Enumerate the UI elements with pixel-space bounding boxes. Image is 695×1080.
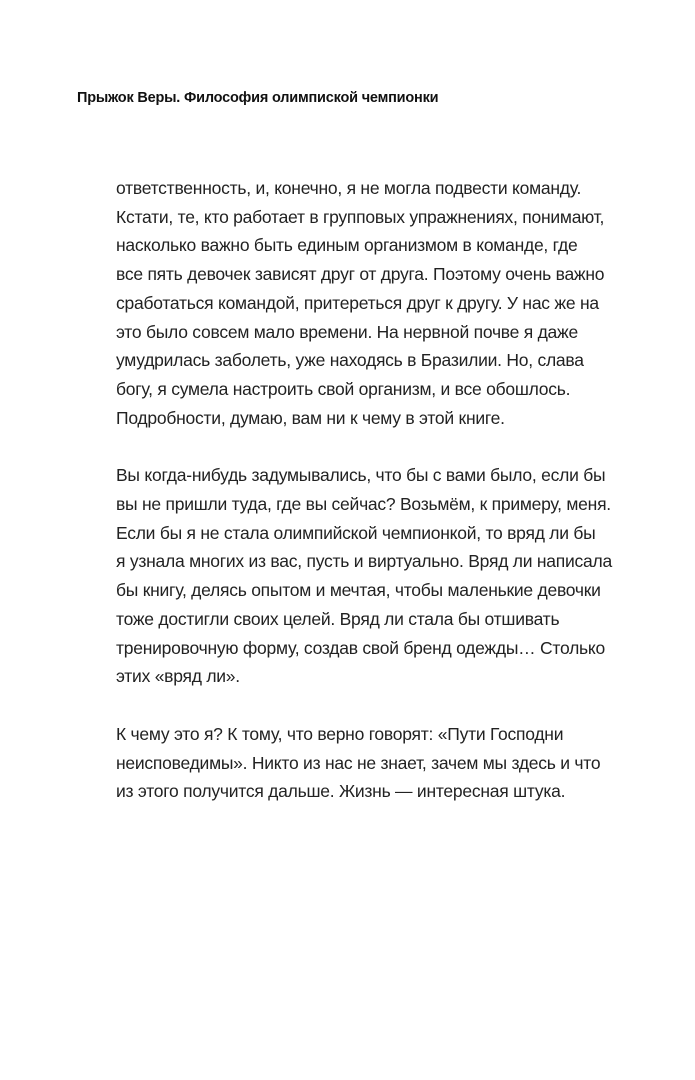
text-line: богу, я сумела настроить свой организм, и все обошлось. — [116, 378, 571, 399]
text-line: К чему это я? К тому, что верно говорят: «Пути Господни — [116, 723, 564, 744]
text-line: это было совсем мало времени. На нервной почве я даже — [116, 321, 578, 342]
text-line: из этого получится дальше. Жизнь — интересная штука. — [116, 781, 566, 802]
text-line: ответственность, и, конечно, я не могла подвести команду. — [116, 178, 582, 198]
text-line: тоже достигли своих целей. Вряд ли стала бы отшивать — [116, 608, 560, 629]
text-line: этих «вряд ли». — [116, 666, 240, 687]
text-line: тренировочную форму, создав свой бренд одежды… Столько — [116, 637, 606, 658]
body-text — [116, 174, 636, 835]
paragraph-2 — [116, 461, 636, 691]
text-line: неисповедимы». Никто из нас не знает, зачем мы здесь и что — [116, 752, 601, 773]
text-line: умудрилась заболеть, уже находясь в Бразилии. Но, слава — [116, 350, 584, 371]
running-header-title: Прыжок Веры. Философия олимпиской чемпионки — [77, 90, 439, 106]
text-line: все пять девочек зависят друг от друга. Поэтому очень важно — [116, 264, 605, 285]
text-line: сработаться командой, притереться друг к другу. У нас же на — [116, 292, 599, 313]
text-line: Подробности, думаю, вам ни к чему в этой книге. — [116, 407, 505, 428]
paragraph-1 — [116, 174, 636, 432]
text-line: насколько важно быть единым организмом в команде, где — [116, 235, 578, 256]
text-line: Если бы я не стала олимпийской чемпионкой, то вряд ли бы — [116, 522, 596, 543]
text-line: бы книгу, делясь опытом и мечтая, чтобы маленькие девочки — [116, 580, 601, 601]
text-line: вы не пришли туда, где вы сейчас? Возьмём, к примеру, меня. — [116, 494, 611, 515]
text-line: Кстати, те, кто работает в групповых упражнениях, понимают, — [116, 206, 605, 227]
paragraph-3 — [116, 720, 636, 806]
text-line: Вы когда-нибудь задумывались, что бы с вами было, если бы — [116, 465, 606, 486]
text-line: я узнала многих из вас, пусть и виртуально. Вряд ли написала — [116, 551, 612, 572]
